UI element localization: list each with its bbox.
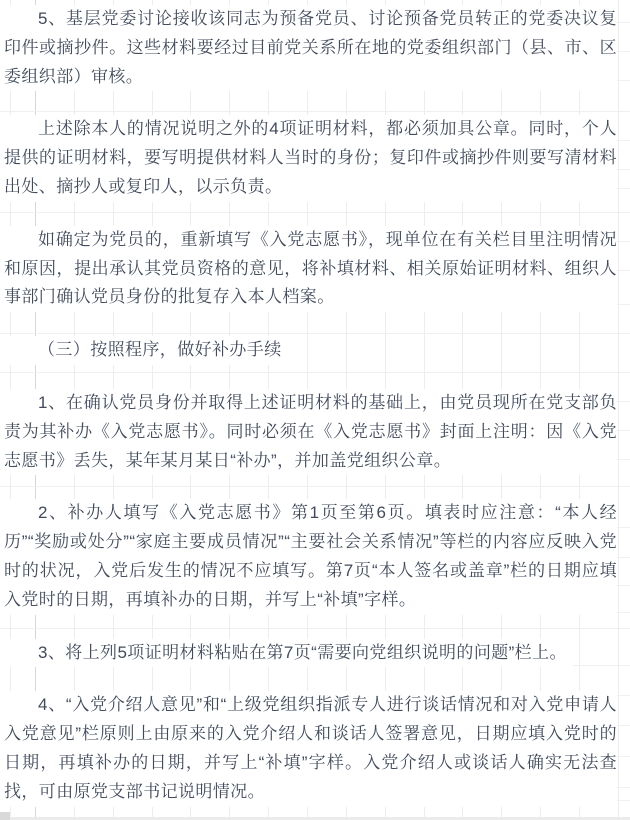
bottom-left-corner-block: [0, 812, 10, 820]
paragraph: 4、“入党介绍人意见”和“上级党组织指派专人进行谈话情况和对入党申请人入党意见”栏原则上由原来的入党介绍人和谈话人签署意见，日期应填入党时的日期，再填补办的日期，并写上“补填”字样。入党介绍人或谈话人确实无法查找，可由原党支部书记说明情况。: [0, 691, 617, 806]
paragraph: 1、在确认党员身份并取得上述证明材料的基础上，由党员现所在党支部负责为其补办《入党志愿书》。同时必须在《入党志愿书》封面上注明：因《入党志愿书》丢失，某年某月某日“补办”，并加盖党组织公章。: [0, 389, 617, 475]
paragraph: 上述除本人的情况说明之外的4项证明材料，都必须加具公章。同时，个人提供的证明材料，要写明提供材料人当时的身份；复印件或摘抄件则要写清材料出处、摘抄人或复印人，以示负责。: [0, 115, 617, 201]
paragraph: 2、补办人填写《入党志愿书》第1页至第6页。填表时应注意：“本人经历”“奖励或处分”“家庭主要成员情况”“主要社会关系情况”等栏的内容应反映入党时的状况，入党后发生的情况不应填写。第7页“本人签名或盖章”栏的日期应填入党时的日期，再填补办的日期，并写上“补填”字样。: [0, 499, 617, 614]
paragraph: （三）按照程序，做好补办手续: [0, 336, 288, 365]
paragraph: 3、将上列5项证明材料粘贴在第7页“需要向党组织说明的问题”栏上。: [0, 639, 573, 668]
paragraph: 如确定为党员的，重新填写《入党志愿书》，现单位在有关栏目里注明情况和原因，提出承认其党员资格的意见，将补填材料、相关原始证明材料、组织人事部门确认党员身份的批复存入本人档案。: [0, 226, 617, 312]
paragraph: 5、基层党委讨论接收该同志为预备党员、讨论预备党员转正的党委决议复印件或摘抄件。这些材料要经过目前党关系所在地的党委组织部门（县、市、区委组织部）审核。: [0, 5, 617, 91]
